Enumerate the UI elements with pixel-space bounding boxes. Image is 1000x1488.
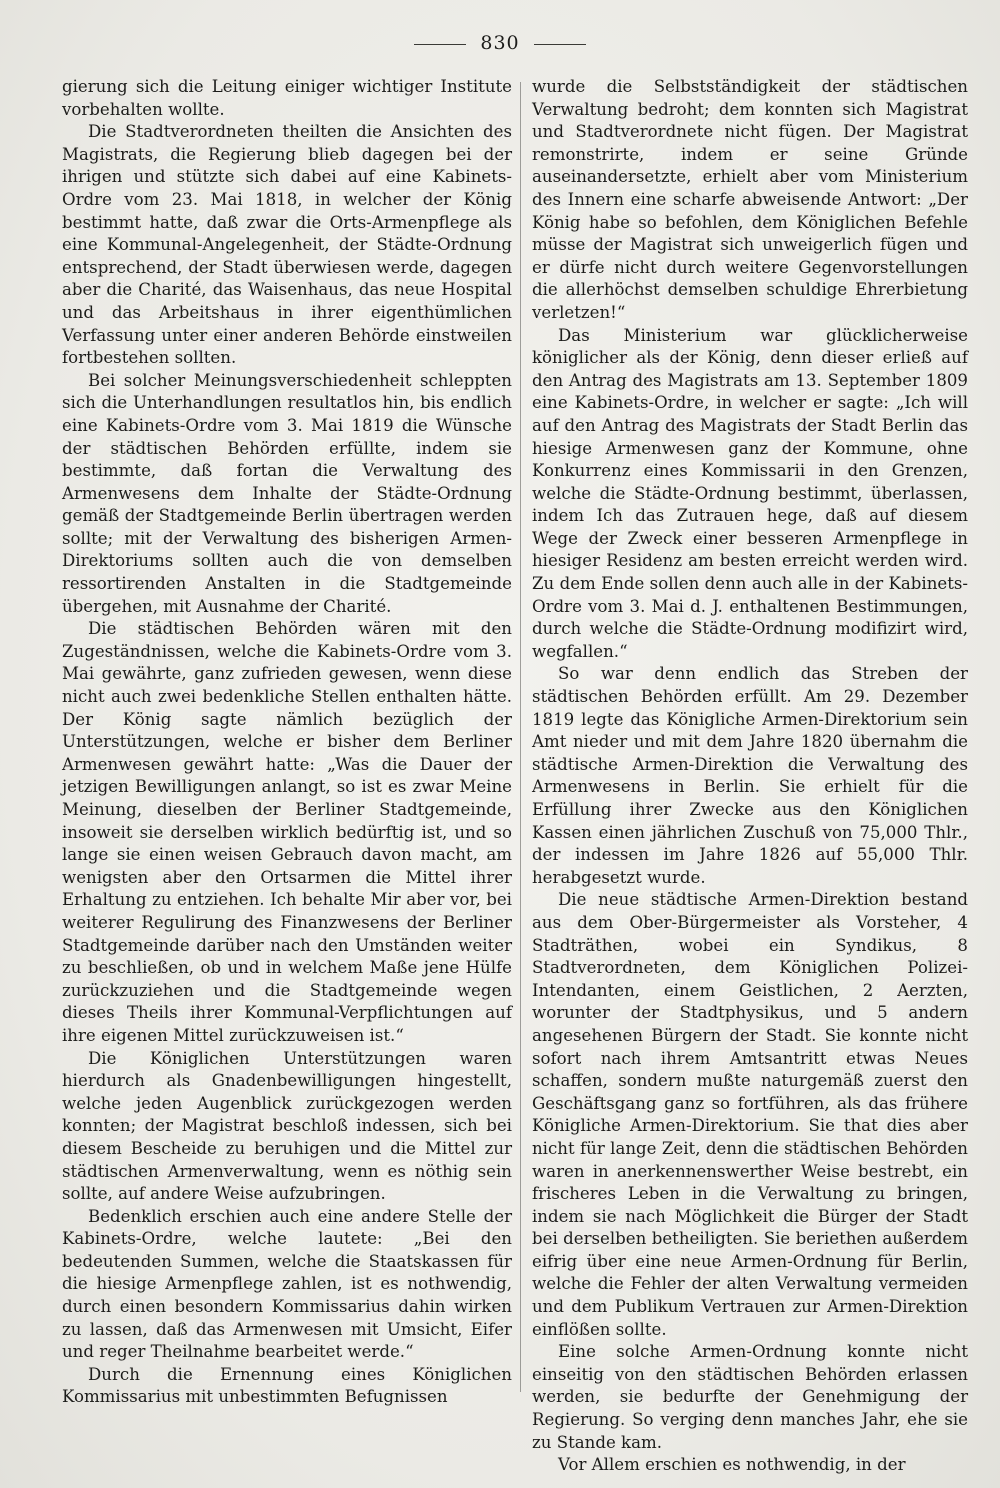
page-number: 830	[480, 32, 520, 54]
paragraph: Bedenklich erschien auch eine andere Stelle der Kabinets-Ordre, welche lautete: „Bei den bedeutenden Summen, welche die Staatskassen für die hiesige Armenpflege zahlen, ist es nothwendig, durch einen besondern Kommissarius dahin wirken zu lassen, daß das Armenwesen mit Umsicht, Eifer und reger Theilnahme bearbeitet werde.“	[62, 1206, 512, 1362]
column-divider	[520, 82, 521, 1392]
paragraph: So war denn endlich das Streben der städtischen Behörden erfüllt. Am 29. Dezember 1819 legte das Königliche Armen-Direktorium sein Amt nieder und mit dem Jahre 1820 übernahm die städtische Armen-Direktion die Verwaltung des Armenwesens in Berlin. Sie erhielt für die Erfüllung ihrer Zwecke aus den Königlichen Kassen einen jährlichen Zuschuß von 75,000 Thlr., der indessen im Jahre 1826 auf 55,000 Thlr. herabgesetzt wurde.	[532, 664, 968, 887]
header-rule-left	[414, 44, 466, 45]
left-column	[62, 76, 512, 1416]
page-header	[0, 32, 1000, 54]
paragraph: wurde die Selbstständigkeit der städtischen Verwaltung bedroht; dem konnten sich Magistrat und Stadtverordnete nicht fügen. Der Magistrat remonstrirte, indem er seine Gründe auseinandersetzte, erhielt aber vom Ministerium des Innern eine scharfe abweisende Antwort: „Der König habe so befohlen, dem Königlichen Befehle müsse der Magistrat sich unweigerlich fügen und er dürfe nicht durch weitere Gegenvorstellungen die allerhöchst demselben schuldige Ehrerbietung verletzen!“	[532, 77, 968, 322]
paragraph: Die neue städtische Armen-Direktion bestand aus dem Ober-Bürgermeister als Vorsteher, 4 Stadträthen, wobei ein Syndikus, 8 Stadtverordneten, dem Königlichen Polizei-Intendanten, einem Geistlichen, 2 Aerzten, worunter der Stadtphysikus, und 5 andern angesehenen Bürgern der Stadt. Sie konnte nicht sofort nach ihrem Amtsantritt etwas Neues schaffen, sondern mußte naturgemäß zuerst den Geschäftsgang ganz so fortführen, als das frühere Königliche Armen-Direktorium. Sie that dies aber nicht für lange Zeit, denn die städtischen Behörden waren in anerkennenswerther Weise bestrebt, ein frischeres Leben in die Verwaltung zu bringen, indem sie nach Möglichkeit die Bürger der Stadt bei derselben betheiligten. Sie beriethen außerdem eifrig über eine neue Armen-Ordnung für Berlin, welche die Fehler der alten Verwaltung vermeiden und dem Publikum Vertrauen zur Armen-Direktion einflößen sollte.	[532, 890, 968, 1339]
paragraph: Die Königlichen Unterstützungen waren hierdurch als Gnadenbewilligungen hingestellt, welche jeden Augenblick zurückgezogen werden konnten; der Magistrat beschloß indessen, sich bei diesem Bescheide zu beruhigen und die Mittel zur städtischen Armenverwaltung, wenn es nöthig sein sollte, auf andere Weise aufzubringen.	[62, 1048, 512, 1204]
paragraph: Vor Allem erschien es nothwendig, in der	[558, 1455, 906, 1475]
paragraph: Bei solcher Meinungsverschiedenheit schleppten sich die Unterhandlungen resultatlos hin, bis endlich eine Kabinets-Ordre vom 3. Mai 1819 die Wünsche der städtischen Behörden erfüllte, indem sie bestimmte, daß fortan die Verwaltung des Armenwesens dem Inhalte der Städte-Ordnung gemäß der Stadtgemeinde Berlin übertragen werden sollte; mit der Verwaltung des bisherigen Armen-Direktoriums sollten auch die von demselben ressortirenden Anstalten in die Stadtgemeinde übergehen, mit Ausnahme der Charité.	[62, 370, 512, 616]
paragraph: gierung sich die Leitung einiger wichtiger Institute vorbehalten wollte.	[62, 77, 512, 119]
header-rule-right	[534, 44, 586, 45]
paragraph: Durch die Ernennung eines Königlichen Kommissarius mit unbestimmten Befugnissen	[62, 1364, 512, 1407]
paragraph: Eine solche Armen-Ordnung konnte nicht einseitig von den städtischen Behörden erlassen werden, sie bedurfte der Genehmigung der Regierung. So verging denn manches Jahr, ehe sie zu Stande kam.	[532, 1342, 968, 1452]
right-column	[532, 76, 968, 1475]
paragraph: Die städtischen Behörden wären mit den Zugeständnissen, welche die Kabinets-Ordre vom 3. Mai gewährte, ganz zufrieden gewesen, wenn diese nicht auch zwei bedenkliche Stellen enthalten hätte. Der König sagte nämlich bezüglich der Unterstützungen, welche er bisher dem Berliner Armenwesen gewährt hatte: „Was die Dauer der jetzigen Bewilligungen anlangt, so ist es zwar Meine Meinung, dieselben der Berliner Stadtgemeinde, insoweit sie derselben wirklich bedürftig ist, und so lange sie einen weisen Gebrauch davon macht, am wenigsten aber den Ortsarmen die Mittel ihrer Erhaltung zu entziehen. Ich behalte Mir aber vor, bei weiterer Regulirung des Finanzwesens der Berliner Stadtgemeinde darüber nach den Umständen weiter zu beschließen, ob und in welchem Maße jene Hülfe zurückzuziehen und die Stadtgemeinde wegen dieses Theils ihrer Kommunal-Verpflichtungen auf ihre eigenen Mittel zurückzuweisen ist.“	[62, 619, 512, 1045]
paragraph: Die Stadtverordneten theilten die Ansichten des Magistrats, die Regierung blieb dagegen bei der ihrigen und stützte sich dabei auf eine Kabinets-Ordre vom 23. Mai 1818, in welcher der König bestimmt hatte, daß zwar die Orts-Armenpflege als eine Kommunal-Angelegenheit, der Städte-Ordnung entsprechend, der Stadt überwiesen werde, dagegen aber die Charité, das Waisenhaus, das neue Hospital und das Arbeitshaus in ihrer eigenthümlichen Verfassung unter einer anderen Behörde einstweilen fortbestehen sollten.	[62, 122, 512, 368]
paragraph: Das Ministerium war glücklicherweise königlicher als der König, denn dieser erließ auf den Antrag des Magistrats am 13. September 1809 eine Kabinets-Ordre, in welcher er sagte: „Ich will auf den Antrag des Magistrats der Stadt Berlin das hiesige Armenwesen ganz der Kommune, ohne Konkurrenz eines Kommissarii in den Grenzen, welche die Städte-Ordnung bestimmt, überlassen, indem Ich das Zutrauen hege, daß auf diesem Wege der Zweck einer besseren Armenpflege in hiesiger Residenz am besten erreicht werden wird. Zu dem Ende sollen denn auch alle in der Kabinets-Ordre vom 3. Mai d. J. enthaltenen Bestimmungen, durch welche die Städte-Ordnung modifizirt wird, wegfallen.“	[532, 325, 968, 661]
